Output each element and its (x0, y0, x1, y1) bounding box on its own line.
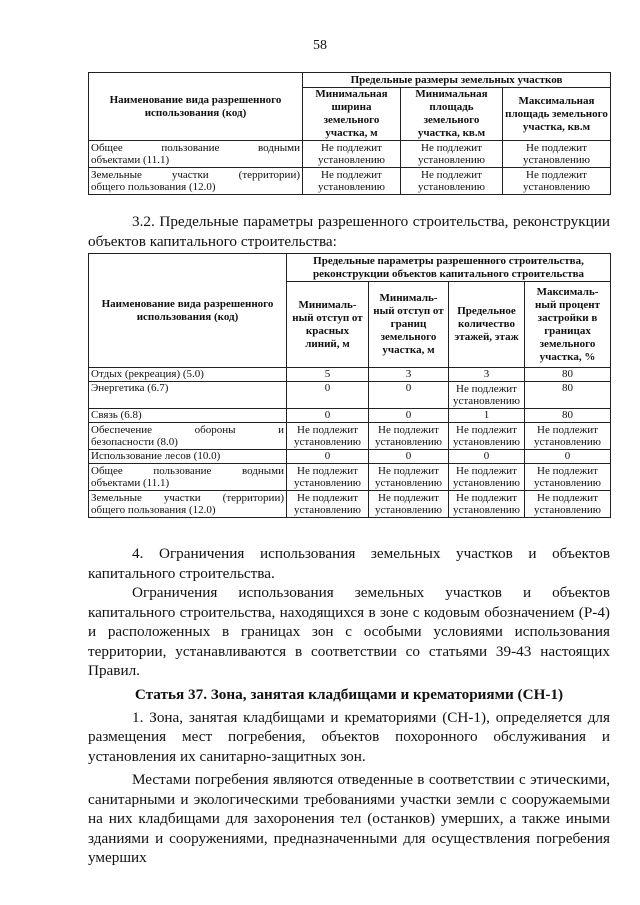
cell-value: 1 (449, 409, 525, 423)
table-row (89, 141, 611, 168)
cell-value: Не подлежит установлению (287, 464, 369, 491)
cell-value: 0 (287, 450, 369, 464)
table-row (89, 464, 611, 491)
cell-value: 0 (525, 450, 611, 464)
cell-value: Не подлежит установлению (287, 423, 369, 450)
section-3-2: 3.2. Предельные параметры разрешенного строительства, реконструкции объектов капитального строительства: (88, 213, 610, 250)
cell-value: Не подлежит установлению (525, 491, 611, 518)
article-37 (88, 685, 610, 868)
row-name: Обеспечение обороны и безопасности (8.0) (89, 423, 287, 450)
table1-group-header: Предельные размеры земельных участков (303, 73, 611, 88)
cell-value: Не подлежит установлению (369, 423, 449, 450)
cell-value: Не подлежит установлению (503, 168, 611, 195)
table2-group-header: Предельные параметры разрешенного строительства, реконструкции объектов капитального строительства (287, 254, 611, 282)
cell-value: 80 (525, 368, 611, 382)
cell-value: Не подлежит установлению (303, 141, 401, 168)
table2-name-header: Наименование вида разрешенного использования (код) (89, 254, 287, 368)
table-row (89, 368, 611, 382)
cell-value: Не подлежит установлению (449, 382, 525, 409)
table1-col-header: Максимальная площадь земельного участка, кв.м (503, 88, 611, 141)
cell-value: Не подлежит установлению (525, 423, 611, 450)
section-4 (88, 544, 610, 681)
cell-value: Не подлежит установлению (503, 141, 611, 168)
cell-value: Не подлежит установлению (401, 168, 503, 195)
cell-value: Не подлежит установлению (449, 423, 525, 450)
cell-value: 0 (287, 409, 369, 423)
table-row (89, 423, 611, 450)
article-37-title: Статья 37. Зона, занятая кладбищами и крематориями (СН-1) (134, 686, 564, 703)
cell-value: 3 (449, 368, 525, 382)
row-name: Общее пользование водными объектами (11.1) (89, 141, 303, 168)
cell-value: Не подлежит установлению (303, 168, 401, 195)
cell-value: 5 (287, 368, 369, 382)
row-name: Отдых (рекреация) (5.0) (89, 368, 287, 382)
table2-col-header: Максималь-ный процент застройки в границах земельного участка, % (525, 282, 611, 368)
cell-value: 0 (369, 409, 449, 423)
table1-col-header: Минимальная площадь земельного участка, кв.м (401, 88, 503, 141)
table2-col-header: Предельное количество этажей, этаж (449, 282, 525, 368)
section-4-heading: 4. Ограничения использования земельных участков и объектов капитального строительства. (88, 545, 610, 582)
table-row (89, 168, 611, 195)
table2-col-header: Минималь-ный отступ от красных линий, м (287, 282, 369, 368)
cell-value: 0 (287, 382, 369, 409)
cell-value: Не подлежит установлению (369, 491, 449, 518)
construction-parameters-table (88, 253, 611, 518)
row-name: Земельные участки (территории) общего пользования (12.0) (89, 491, 287, 518)
cell-value: 80 (525, 409, 611, 423)
table-row (89, 450, 611, 464)
cell-value: 80 (525, 382, 611, 409)
cell-value: Не подлежит установлению (525, 464, 611, 491)
cell-value: Не подлежит установлению (369, 464, 449, 491)
row-name: Использование лесов (10.0) (89, 450, 287, 464)
cell-value: Не подлежит установлению (449, 464, 525, 491)
cell-value: 0 (369, 450, 449, 464)
table-row (89, 382, 611, 409)
row-name: Общее пользование водными объектами (11.1) (89, 464, 287, 491)
article-37-paragraph-2: Местами погребения являются отведенные в соответствии с этическими, санитарными и экологическими требованиями участки земли с сооружаемыми на них кладбищами для захоронения тел (останков) умерших, а также иными зданиями и сооружениями, предназначенными для осуществления погребения умерших (88, 771, 610, 866)
row-name: Энергетика (6.7) (89, 382, 287, 409)
table-row (89, 491, 611, 518)
row-name: Земельные участки (территории) общего пользования (12.0) (89, 168, 303, 195)
table1-col-header: Минимальная ширина земельного участка, м (303, 88, 401, 141)
table2-col-header: Минималь-ный отступ от границ земельного участка, м (369, 282, 449, 368)
table1-name-header: Наименование вида разрешенного использования (код) (89, 73, 303, 141)
article-37-paragraph-1: 1. Зона, занятая кладбищами и крематориями (СН-1), определяется для размещения мест погребения, объектов похоронного обслуживания и установления их санитарно-защитных зон. (88, 708, 610, 765)
cell-value: 0 (449, 450, 525, 464)
cell-value: 3 (369, 368, 449, 382)
table-row (89, 409, 611, 423)
cell-value: Не подлежит установлению (449, 491, 525, 518)
cell-value: Не подлежит установлению (287, 491, 369, 518)
row-name: Связь (6.8) (89, 409, 287, 423)
cell-value: Не подлежит установлению (401, 141, 503, 168)
section-4-paragraph: Ограничения использования земельных участков и объектов капитального строительства, находящихся в зоне с кодовым обозначением (Р-4) и расположенных в границах зон с особыми условиями использования территории, устанавливаются в соответствии со статьями 39-43 настоящих Правил. (88, 584, 610, 679)
land-plot-size-table (88, 72, 611, 195)
cell-value: 0 (369, 382, 449, 409)
page-number: 58 (313, 38, 327, 53)
